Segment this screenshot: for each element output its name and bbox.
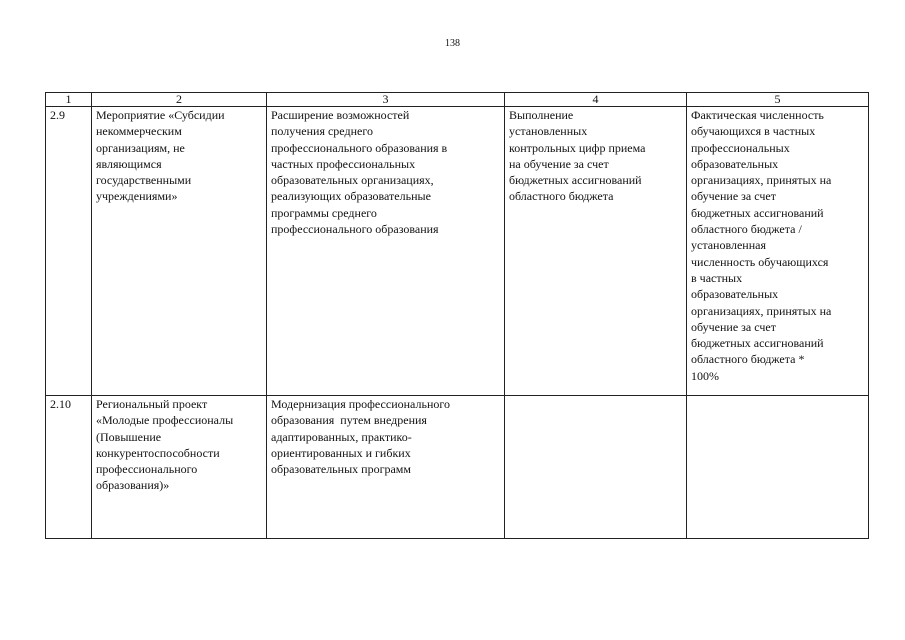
formula-cell: [687, 107, 869, 396]
cell-line: реализующих образовательные: [271, 189, 431, 204]
indicator-cell: [505, 107, 687, 396]
cell-line: установленная: [691, 238, 766, 253]
table-header-row: [46, 93, 869, 107]
cell-line: (Повышение: [96, 429, 162, 444]
cell-line: адаптированных, практико-: [271, 429, 412, 444]
indicators-table: [45, 92, 869, 539]
row-number: 2.10: [46, 396, 92, 539]
header-col-1: 1: [46, 93, 92, 107]
cell-line: областного бюджета *: [691, 352, 805, 367]
table-row: [46, 396, 869, 539]
cell-line: некоммерческим: [96, 124, 182, 139]
cell-line: установленных: [509, 124, 588, 139]
cell-line: профессионального образования: [271, 222, 439, 237]
cell-line: Выполнение: [509, 108, 574, 122]
cell-line: Фактическая численность: [691, 108, 824, 122]
table-row: [46, 107, 869, 396]
cell-line: Региональный проект: [96, 397, 208, 411]
cell-line: организациях, принятых на: [691, 173, 832, 188]
measure-name-cell: [92, 396, 267, 539]
cell-line: Модернизация профессионального: [271, 397, 450, 411]
cell-line: на обучение за счет: [509, 156, 609, 171]
cell-line: обучающихся в частных: [691, 124, 816, 139]
cell-line: образовательных программ: [271, 462, 411, 477]
cell-line: бюджетных ассигнований: [691, 205, 824, 220]
cell-line: Мероприятие «Субсидии: [96, 108, 225, 122]
cell-line: организациях, принятых на: [691, 303, 832, 318]
cell-line: организациям, не: [96, 140, 185, 155]
cell-line: профессиональных: [691, 140, 790, 155]
row-number: 2.9: [46, 107, 92, 396]
cell-line: областного бюджета /: [691, 222, 802, 237]
cell-line: контрольных цифр приема: [509, 140, 646, 155]
header-col-5: 5: [687, 93, 869, 107]
cell-line: численность обучающихся: [691, 254, 829, 269]
cell-line: областного бюджета: [509, 189, 614, 204]
cell-line: получения среднего: [271, 124, 373, 139]
cell-line: являющимся: [96, 156, 162, 171]
measure-name-cell: [92, 107, 267, 396]
goal-cell: [267, 107, 505, 396]
cell-line: «Молодые профессионалы: [96, 413, 234, 428]
cell-line: бюджетных ассигнований: [509, 173, 642, 188]
header-col-2: 2: [92, 93, 267, 107]
cell-line: программы среднего: [271, 205, 377, 220]
cell-line: ориентированных и гибких: [271, 445, 411, 460]
cell-line: обучение за счет: [691, 189, 776, 204]
cell-line: профессионального образования в: [271, 140, 448, 155]
cell-line: государственными: [96, 173, 192, 188]
cell-line: в частных: [691, 270, 743, 285]
cell-line: конкурентоспособности: [96, 445, 220, 460]
cell-line: Расширение возможностей: [271, 108, 410, 122]
formula-cell: [687, 396, 869, 539]
header-col-3: 3: [267, 93, 505, 107]
cell-line: бюджетных ассигнований: [691, 336, 824, 351]
cell-line: частных профессиональных: [271, 156, 416, 171]
cell-line: образовательных организациях,: [271, 173, 434, 188]
cell-line: профессионального: [96, 462, 198, 477]
cell-line: образования)»: [96, 478, 170, 493]
cell-line: образования путем внедрения: [271, 413, 427, 428]
page-number: 138: [445, 38, 460, 49]
goal-cell: [267, 396, 505, 539]
cell-line: образовательных: [691, 156, 779, 171]
cell-line: 100%: [691, 368, 719, 383]
indicator-cell: [505, 396, 687, 539]
cell-line: учреждениями»: [96, 189, 178, 204]
header-col-4: 4: [505, 93, 687, 107]
cell-line: образовательных: [691, 287, 779, 302]
cell-line: обучение за счет: [691, 319, 776, 334]
